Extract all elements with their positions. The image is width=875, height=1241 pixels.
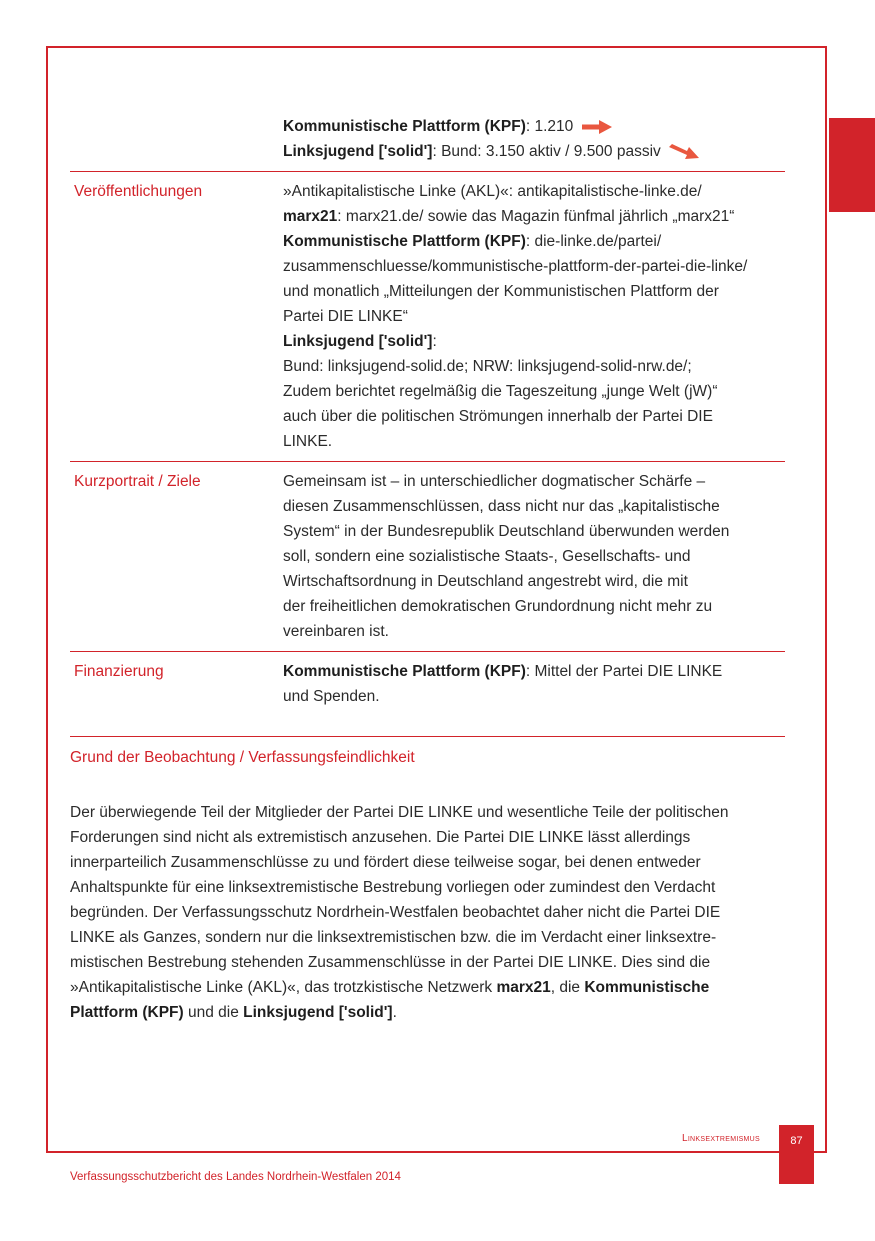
- kpf-name: Kommunistische Plattform (KPF): [283, 118, 526, 135]
- page-content: [70, 112, 785, 1025]
- publications-row: [70, 171, 785, 461]
- page-number: 87: [779, 1125, 814, 1184]
- finance-row: [70, 651, 785, 716]
- finance-values: Kommunistische Plattform (KPF): Mittel der Partei DIE LINKE und Spenden.: [283, 663, 723, 705]
- membership-label: [70, 112, 283, 171]
- arrow-right-icon: [582, 120, 612, 134]
- arrow-down-right-icon: [669, 144, 699, 160]
- portrait-row: [70, 461, 785, 651]
- publications-label: Veröffentlichungen: [74, 183, 203, 200]
- section-body: Der überwiegende Teil der Mitglieder der Partei DIE LINKE und wesentliche Teile der politischen Forderungen sind nicht als extremistisch anzusehen. Die Partei DIE LINKE lässt allerdings innerparteilich Zusammenschlüsse zu und fördert diese teilweise sogar, bei denen entweder Anhaltspunkte für eine linksextremistische Bestrebung vorliegen oder zumindest den Verdacht begründen. Der Verfassungsschutz Nordrhein-Westfalen beobachtet daher nicht die Partei DIE LINKE als Ganzes, sondern nur die linksextremistischen bzw. die im Verdacht einer linksextre- mistischen Bestrebung stehenden Zusammenschlüsse in der Partei DIE LINKE. Dies sind die »Antikapitalistische Linke (AKL)«, das trotzkistische Netzwerk marx21, die Kommunistische Plattform (KPF) und die Linksjugend ['solid'].: [70, 804, 729, 1021]
- solid-name: Linksjugend ['solid']: [283, 143, 433, 160]
- portrait-label: Kurzportrait / Ziele: [74, 473, 201, 490]
- section-heading: Grund der Beobachtung / Verfassungsfeindlichkeit: [70, 749, 415, 766]
- finance-label: Finanzierung: [74, 663, 164, 680]
- footer-section-name: Linksextremismus: [681, 1133, 760, 1144]
- publications-values: »Antikapitalistische Linke (AKL)«: antikapitalistische-linke.de/ marx21: marx21.de/ sowie das Magazin fünfmal jährlich „marx21“ Kommunistische Plattform (KPF): die-linke.de/partei/ zusammenschluesse/kommunistische-plattform-der-partei-die-linke/ und monatlich „Mitteilungen der Kommunistischen Plattform der Partei DIE LINKE“ Linksjugend ['solid']: Bund: linksjugend-solid.de; NRW: linksjugend-solid-nrw.de/; Zudem berichtet regelmäßig die Tageszeitung „junge Welt (jW)“ auch über die politischen Strömungen innerhalb der Partei DIE LINKE.: [283, 183, 748, 450]
- footer-report-title: Verfassungsschutzbericht des Landes Nordrhein-Westfalen 2014: [70, 1171, 401, 1183]
- membership-values: Kommunistische Plattform (KPF): 1.210 Linksjugend ['solid']: Bund: 3.150 aktiv / 9.500 passiv: [283, 112, 785, 171]
- portrait-values: Gemeinsam ist – in unterschiedlicher dogmatischer Schärfe – diesen Zusammenschlüssen, dass nicht nur das „kapitalistische System“ in der Bundesrepublik Deutschland überwunden werden soll, sondern eine sozialistische Staats-, Gesellschafts- und Wirtschaftsordnung in Deutschland angestrebt wird, die mit der freiheitlichen demokratischen Grundordnung nicht mehr zu vereinbaren ist.: [283, 473, 730, 640]
- membership-row: [70, 112, 785, 171]
- chapter-tab-marker: [829, 118, 875, 212]
